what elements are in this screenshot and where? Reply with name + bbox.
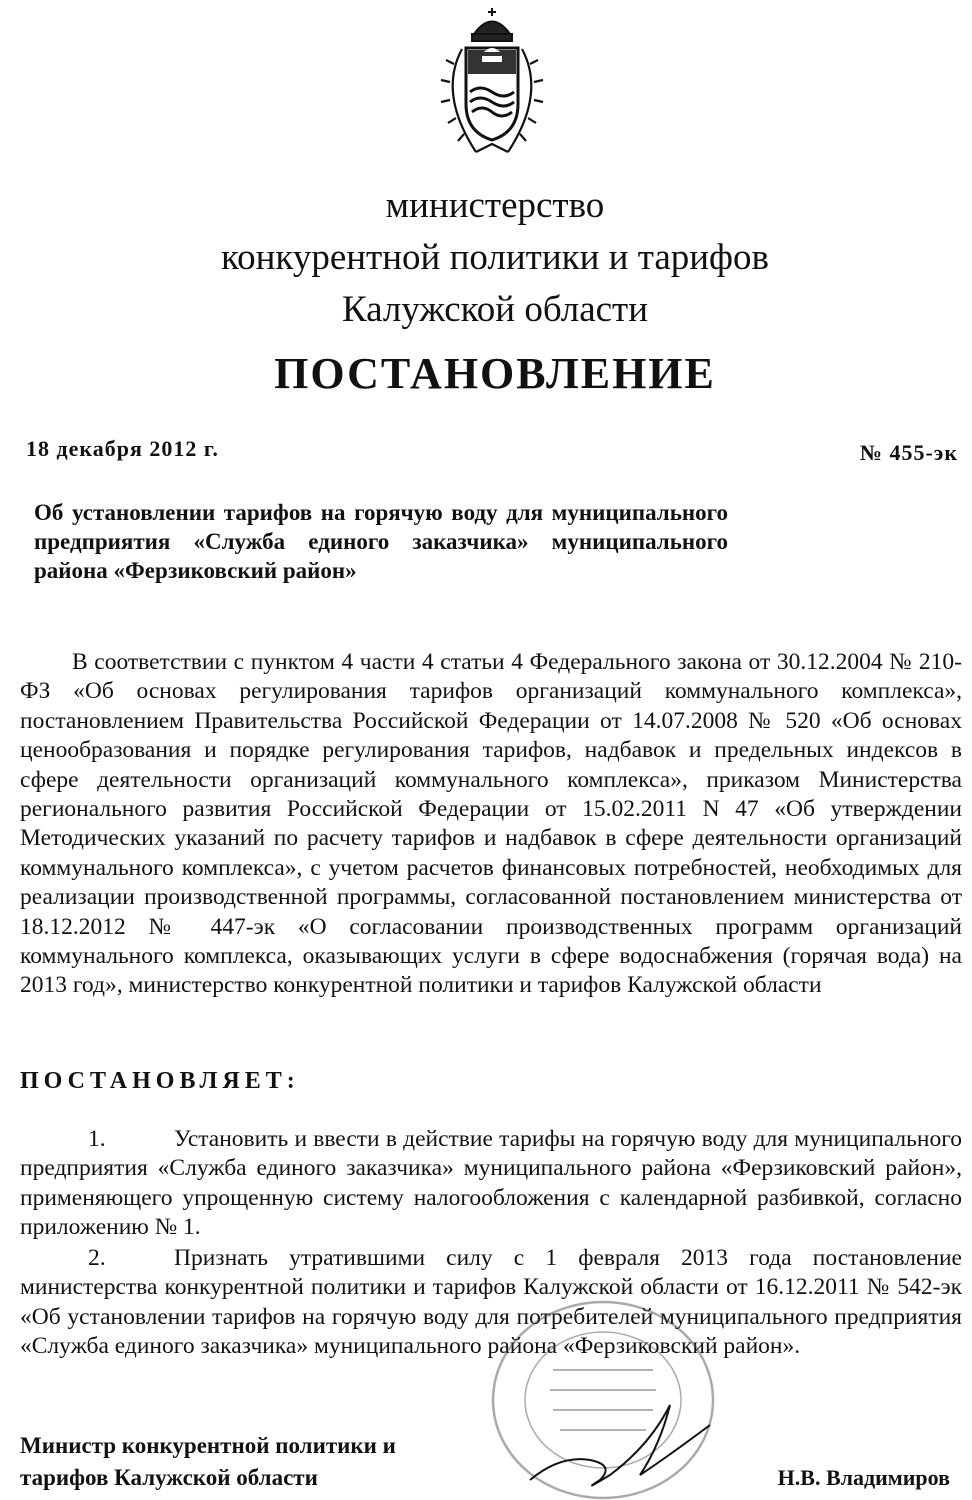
signatory-name: Н.В. Владимиров [777,1465,950,1490]
document-number: № 455-эк [859,440,958,465]
preamble-paragraph: В соответствии с пунктом 4 части 4 статьи 4 Федерального закона от 30.12.2004 № 210-ФЗ «Об основах регулирования тарифов организаций коммунального комплекса», постановлением Правительства Российской Федерации от 14.07.2008 № 520 «Об основах ценообразования и порядке регулирования тарифов, надбавок и предельных индексов в сфере деятельности организаций коммунального комплекса», приказом Министерства регионального развития Российской Федерации от 15.02.2011 N 47 «Об утверждении Методических указаний по расчету тарифов и надбавок в сфере деятельности организаций коммунального комплекса», с учетом расчетов финансовых потребностей, необходимых для реализации производственной программы, согласованной постановлением министерства от 18.12.2012 № 447-эк «О согласовании производственных программ организаций коммунального комплекса, оказывающих услуги в сфере водоснабжения (горячая вода) на 2013 год», министерство конкурентной политики и тарифов Калужской области [20,649,962,999]
ministry-line-3: Калужской области [341,289,649,330]
document-date: 18 декабря 2012 г. [26,436,219,461]
coat-of-arms-icon [432,4,552,164]
ministry-line-2: конкурентной политики и тарифов [220,237,769,278]
item-number: 1. [88,1126,106,1152]
signatory-position [20,1430,396,1494]
item-text: Установить и ввести в действие тарифы на горячую воду для муниципального предприятия «Служба единого заказчика» муниципального района «Ферзиковский район», применяющего упрощенную систему налогообложения с календарной разбивкой, согласно приложению № 1. [20,1126,962,1241]
item-number: 2. [88,1245,106,1271]
ministry-header [0,180,972,336]
signatory-position-line-1: Министр конкурентной политики и [20,1433,396,1458]
document-subject: Об установлении тарифов на горячую воду для муниципального предприятия «Служба единого заказчика» муниципального района «Ферзиковский район» [34,500,728,583]
resolves-heading: ПОСТАНОВЛЯЕТ: [20,1068,300,1094]
ministry-line-1: министерство [385,185,605,226]
resolution-item [20,1125,962,1243]
handwritten-signature-icon [520,1385,720,1495]
document-type-title: ПОСТАНОВЛЕНИЕ [274,349,716,398]
item-text: Признать утратившими силу с 1 февраля 2013 года постановление министерства конкурентной политики и тарифов Калужской области от 16.12.2011 № 542-эк «Об установлении тарифов на горячую воду для потребителей муниципального предприятия «Служба единого заказчика» муниципального района «Ферзиковский район». [20,1245,962,1360]
signatory-position-line-2: тарифов Калужской области [20,1465,318,1490]
